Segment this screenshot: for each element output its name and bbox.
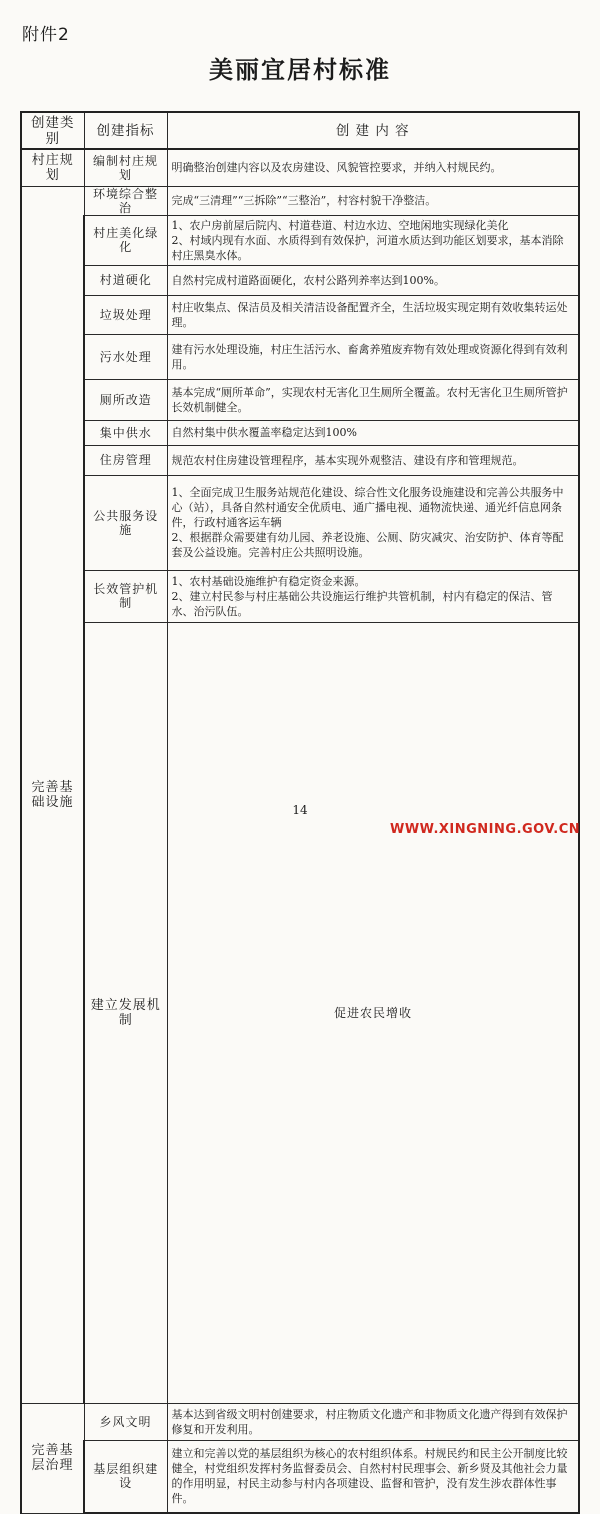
- indicator-cell: 长效管护机制: [84, 570, 167, 622]
- indicator-cell: 厕所改造: [84, 379, 167, 420]
- indicator-cell: 住房管理: [84, 445, 167, 475]
- table-row: [21, 265, 579, 295]
- table-row: [21, 295, 579, 334]
- table-row: [21, 379, 579, 420]
- indicator-cell: 村庄美化绿化: [84, 215, 167, 265]
- content-cell: 村庄收集点、保洁员及相关清洁设备配置齐全，生活垃圾实现定期有效收集转运处理。: [167, 295, 579, 334]
- content-cell: 完成“三清理”“三拆除”“三整治”，村容村貌干净整洁。: [167, 186, 579, 215]
- page-number: 14: [292, 803, 308, 817]
- content-cell: 基本完成“厕所革命”，实现农村无害化卫生厕所全覆盖。农村无害化卫生厕所管护长效机制健全。: [167, 379, 579, 420]
- indicator-cell: 村道硬化: [84, 265, 167, 295]
- table-row: [21, 215, 579, 265]
- content-cell: 建有污水处理设施，村庄生活污水、畜禽养殖废弃物有效处理或资源化得到有效利用。: [167, 334, 579, 379]
- indicator-cell: 编制村庄规划: [84, 149, 167, 186]
- table-header-row: [21, 112, 579, 149]
- header-category: 创建类别: [21, 112, 84, 149]
- page-title: 美丽宜居村标准: [209, 55, 391, 84]
- content-cell: 1、农户房前屋后院内、村道巷道、村边水边、空地闲地实现绿化美化 2、村域内现有水面、水质得到有效保护，河道水质达到功能区划要求，基本消除村庄黑臭水体。: [167, 215, 579, 265]
- indicator-cell: 公共服务设施: [84, 475, 167, 570]
- header-content: 创 建 内 容: [167, 112, 579, 149]
- indicator-cell: 集中供水: [84, 420, 167, 445]
- table-row: [21, 186, 579, 215]
- category-cell: 完善基础设施: [21, 186, 84, 1403]
- indicator-cell: 污水处理: [84, 334, 167, 379]
- content-cell: 规范农村住房建设管理程序，基本实现外观整洁、建设有序和管理规范。: [167, 445, 579, 475]
- indicator-cell: 环境综合整治: [84, 186, 167, 215]
- content-cell: 自然村完成村道路面硬化，农村公路列养率达到100%。: [167, 265, 579, 295]
- table-row: [21, 1403, 579, 1440]
- table-row: [21, 570, 579, 622]
- indicator-cell: 乡风文明: [84, 1403, 167, 1440]
- content-cell: 建立和完善以党的基层组织为核心的农村组织体系。村规民约和民主公开制度比较健全，村党组织发挥村务监督委员会、自然村村民理事会、新乡贤及其他社会力量的作用明显，村民主动参与村内各项建设、监督和管护，没有发生涉农群体性事件。: [167, 1440, 579, 1513]
- header-indicator: 创建指标: [84, 112, 167, 149]
- table-row: [21, 622, 579, 1403]
- indicator-cell: 促进农民增收: [167, 622, 579, 1403]
- content-cell: 1、农村基础设施维护有稳定资金来源。 2、建立村民参与村庄基础公共设施运行维护共管机制，村内有稳定的保洁、管水、治污队伍。: [167, 570, 579, 622]
- indicator-cell: 基层组织建设: [84, 1440, 167, 1513]
- table-row: [21, 1440, 579, 1513]
- table-row: [21, 445, 579, 475]
- category-cell: 建立发展机制: [84, 622, 167, 1403]
- table-row: [21, 149, 579, 186]
- indicator-cell: 垃圾处理: [84, 295, 167, 334]
- site-watermark: WWW.XINGNING.GOV.CN: [390, 822, 581, 837]
- annex-label: 附件2: [22, 25, 70, 45]
- content-cell: 自然村集中供水覆盖率稳定达到100%: [167, 420, 579, 445]
- table-row: [21, 475, 579, 570]
- category-cell: 村庄规划: [21, 149, 84, 186]
- table-row: [21, 420, 579, 445]
- table-row: [21, 334, 579, 379]
- content-cell: 1、全面完成卫生服务站规范化建设、综合性文化服务设施建设和完善公共服务中心（站），具备自然村通安全优质电、通广播电视、通物流快递、通光纤信息网条件，行政村通客运车辆 2、根据群众需要建有幼儿园、养老设施、公厕、防灾减灾、治安防护、体育等配套及公益设施。完善村庄公共照明设施。: [167, 475, 579, 570]
- content-cell: 明确整治创建内容以及农房建设、风貌管控要求，并纳入村规民约。: [167, 149, 579, 186]
- category-cell: 完善基层治理: [21, 1403, 84, 1513]
- content-cell: 基本达到省级文明村创建要求，村庄物质文化遗产和非物质文化遗产得到有效保护修复和开发利用。: [167, 1403, 579, 1440]
